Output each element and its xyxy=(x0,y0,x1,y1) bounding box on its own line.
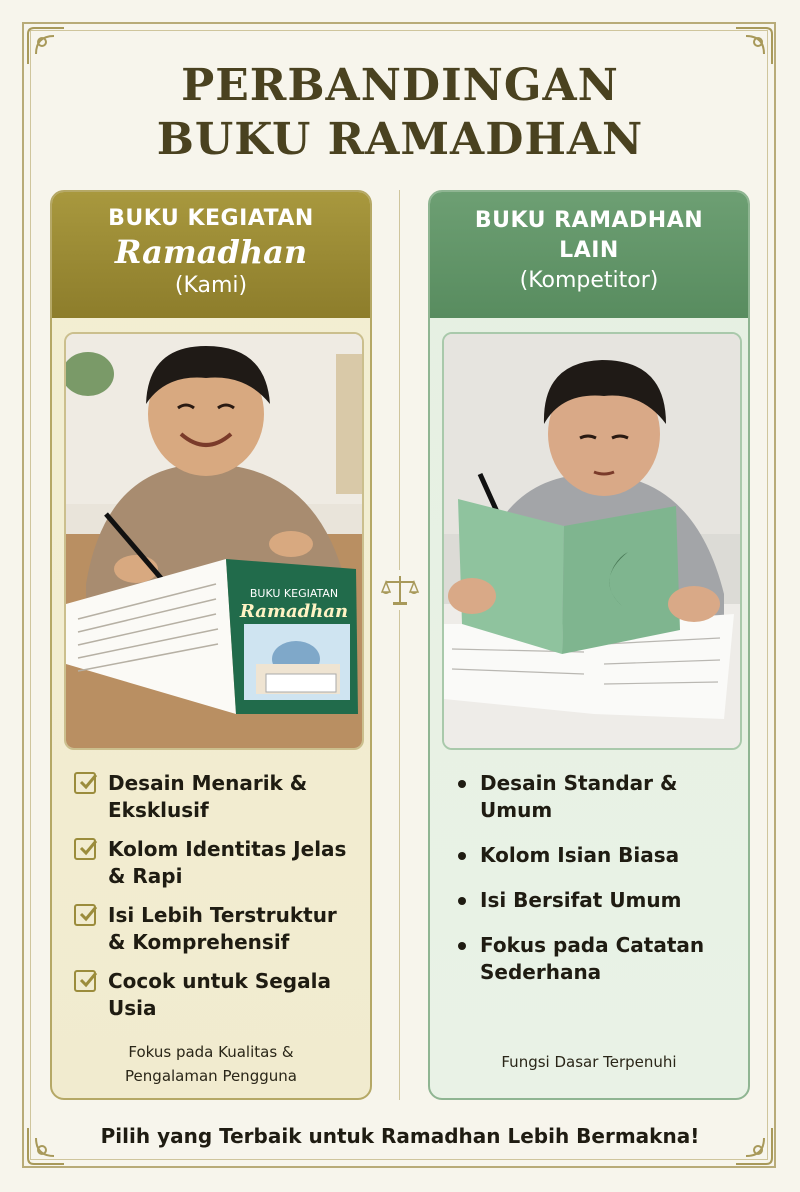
competitor-panel xyxy=(428,190,750,1100)
feature-text: Isi Lebih Terstruktur & Komprehensif xyxy=(108,903,337,954)
list-item xyxy=(74,968,360,1022)
feature-text: Desain Menarik & Eksklusif xyxy=(108,771,308,822)
checkbox-icon xyxy=(74,772,96,794)
list-item xyxy=(74,770,360,824)
our-product-panel xyxy=(50,190,372,1100)
footer-line2: Pengalaman Pengguna xyxy=(125,1067,297,1085)
center-divider xyxy=(399,190,400,1100)
bullet-icon xyxy=(458,897,466,905)
checkbox-icon xyxy=(74,970,96,992)
list-item xyxy=(452,932,738,986)
feature-text: Fokus pada Catatan Sederhana xyxy=(480,933,705,984)
feature-text: Kolom Isian Biasa xyxy=(480,843,680,867)
bullet-icon xyxy=(458,852,466,860)
footer-line1: Fokus pada Kualitas & xyxy=(128,1043,294,1061)
list-item xyxy=(452,887,738,914)
book-cover-title: BUKU KEGIATAN xyxy=(249,587,339,600)
competitor-feature-list xyxy=(452,770,738,1004)
header-subtitle: (Kami) xyxy=(174,273,248,298)
feature-text: Desain Standar & Umum xyxy=(480,771,678,822)
feature-text: Kolom Identitas Jelas & Rapi xyxy=(108,837,347,888)
competitor-footer: Fungsi Dasar Terpenuhi xyxy=(501,1053,677,1071)
page-title-line1: PERBANDINGAN xyxy=(181,60,619,111)
bullet-icon xyxy=(458,780,466,788)
competitor-header xyxy=(430,192,748,318)
happy-child-with-book-photo xyxy=(64,332,364,750)
header-title: BUKU KEGIATAN xyxy=(108,206,314,231)
bullet-icon xyxy=(458,942,466,950)
call-to-action-text: Pilih yang Terbaik untuk Ramadhan Lebih Bermakna! xyxy=(100,1124,700,1148)
list-item xyxy=(74,902,360,956)
checkbox-icon xyxy=(74,838,96,860)
page-title-line2: BUKU RAMADHAN xyxy=(156,114,644,165)
header-title: BUKU RAMADHAN xyxy=(474,208,704,233)
header-title-line2: LAIN xyxy=(559,238,619,263)
our-product-footer xyxy=(52,1040,370,1088)
child-reading-green-book-photo xyxy=(442,332,742,750)
our-product-header xyxy=(52,192,370,318)
list-item xyxy=(452,842,738,869)
list-item xyxy=(74,836,360,890)
our-product-feature-list xyxy=(74,770,360,1034)
header-subtitle: (Kompetitor) xyxy=(519,268,659,293)
header-script-title: Ramadhan xyxy=(114,233,308,271)
book-cover-script: Ramadhan xyxy=(239,601,349,622)
balance-scale-icon xyxy=(380,570,420,610)
feature-text: Cocok untuk Segala Usia xyxy=(108,969,331,1020)
feature-text: Isi Bersifat Umum xyxy=(480,888,682,912)
list-item xyxy=(452,770,738,824)
checkbox-icon xyxy=(74,904,96,926)
